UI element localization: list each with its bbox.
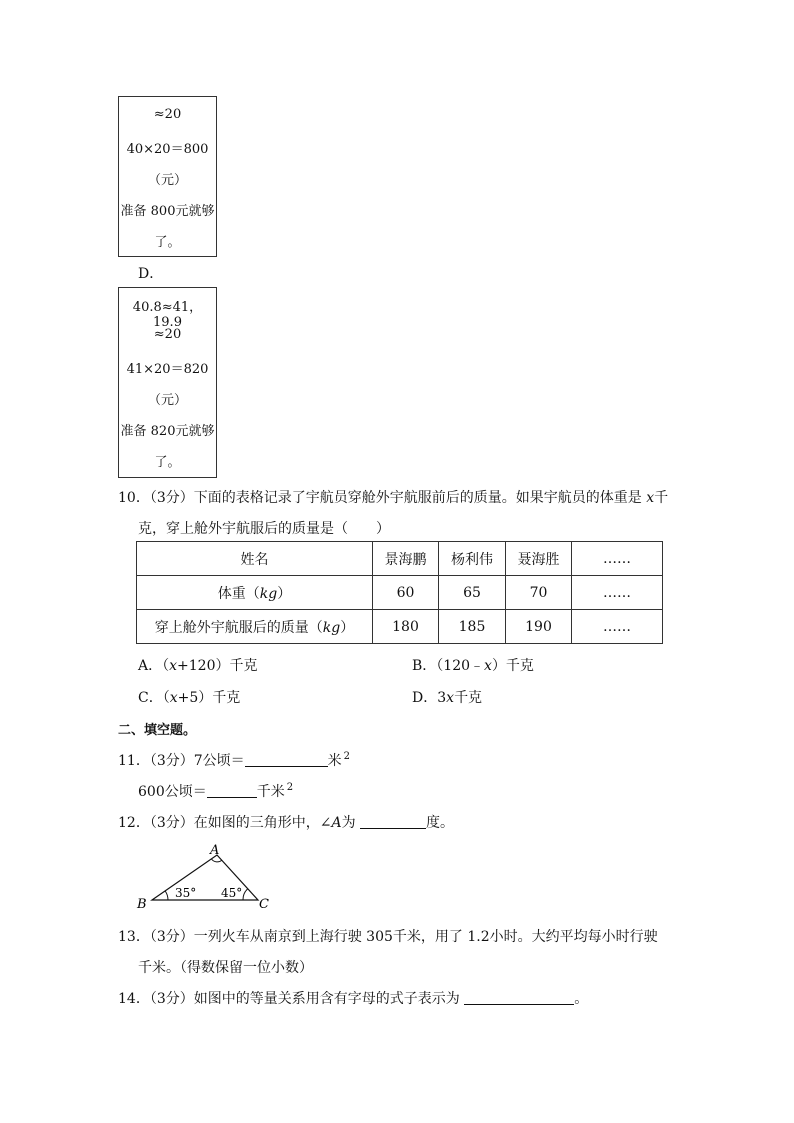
table-header-cell: 景海鹏 — [373, 542, 439, 576]
table-header-cell: 姓名 — [137, 542, 373, 576]
box-line: 40×20＝800 — [126, 142, 209, 157]
question-11-line2: 600公顷＝ 千米 $^2$ — [138, 782, 294, 800]
triangle-figure — [130, 840, 280, 912]
unit-text: 千 — [654, 490, 669, 506]
table-row-label: 穿上舱外宇航服后的质量（kg） — [137, 610, 373, 644]
angle-b-label: 35° — [175, 886, 197, 900]
table-cell: 190 — [506, 610, 572, 644]
table-row-label: 体重（kg） — [137, 576, 373, 610]
astronaut-mass-table — [136, 541, 663, 644]
box-line: 了。 — [154, 455, 181, 470]
box-line: （元） — [147, 173, 187, 188]
box-line: 41×20＝820 — [126, 362, 209, 377]
table-cell: 180 — [373, 610, 439, 644]
table-cell: …… — [572, 576, 663, 610]
angle-b-arc — [165, 891, 168, 900]
box-line: 准备 820元就够 — [120, 424, 215, 439]
table-cell: 70 — [506, 576, 572, 610]
answer-blank[interactable] — [207, 783, 257, 798]
table-cell: 185 — [439, 610, 506, 644]
question-13-line1: 13．（3分）一列火车从南京到上海行驶 305千米，用了 1.2小时。大约平均每小时行驶 — [118, 929, 658, 945]
question-12-stem: 12．（3分）在如图的三角形中，∠A为 度。 — [118, 815, 455, 831]
option-b[interactable]: B．（120﹣x）千克 — [412, 658, 534, 674]
box-line: 准备 800元就够 — [120, 204, 215, 219]
question-10-stem-line1 — [118, 487, 668, 507]
table-cell: 65 — [439, 576, 506, 610]
table-header-cell: …… — [572, 542, 663, 576]
box-line: ≈20 — [153, 327, 182, 342]
vertex-b-label: B — [137, 897, 147, 912]
question-number: 10．（3分） — [118, 490, 194, 506]
question-10-stem-line2: 克，穿上舱外宇航服后的质量是（ ） — [138, 521, 390, 537]
option-c-answer-box — [118, 96, 217, 257]
table-row — [137, 610, 663, 644]
vertex-c-label: C — [259, 897, 269, 912]
box-line: 了。 — [154, 235, 181, 250]
box-line: 40.8≈41，19.9 — [132, 300, 203, 330]
section-heading: 二、填空题。 — [118, 723, 197, 738]
table-header-cell: 杨利伟 — [439, 542, 506, 576]
table-cell: 60 — [373, 576, 439, 610]
question-13-line2: 千米。（得数保留一位小数） — [138, 960, 313, 976]
option-d[interactable]: D．3x千克 — [412, 690, 483, 706]
table-row — [137, 576, 663, 610]
variable-x: x — [646, 490, 655, 506]
option-d-label[interactable]: D． — [138, 266, 164, 282]
answer-blank[interactable] — [360, 814, 426, 829]
question-text: 下面的表格记录了宇航员穿舱外宇航服前后的质量。如果宇航员的体重是 — [193, 490, 642, 506]
angle-c-label: 45° — [221, 886, 243, 900]
question-11-line1: 11．（3分）7公顷＝ 米 $^2$ — [118, 751, 351, 769]
angle-c-arc — [243, 889, 248, 900]
option-c[interactable]: C．（x+5）千克 — [138, 690, 241, 706]
vertex-a-label: A — [210, 843, 220, 858]
answer-blank[interactable] — [245, 752, 328, 767]
box-line: ≈20 — [153, 107, 182, 122]
table-cell: …… — [572, 610, 663, 644]
box-line: （元） — [147, 393, 187, 408]
question-14-stem: 14．（3分）如图中的等量关系用含有字母的式子表示为 。 — [118, 991, 589, 1007]
table-header-cell: 聂海胜 — [506, 542, 572, 576]
table-header-row — [137, 542, 663, 576]
option-d-answer-box — [118, 287, 217, 478]
option-a[interactable]: A．（x+120）千克 — [138, 658, 258, 674]
answer-blank[interactable] — [464, 990, 574, 1005]
